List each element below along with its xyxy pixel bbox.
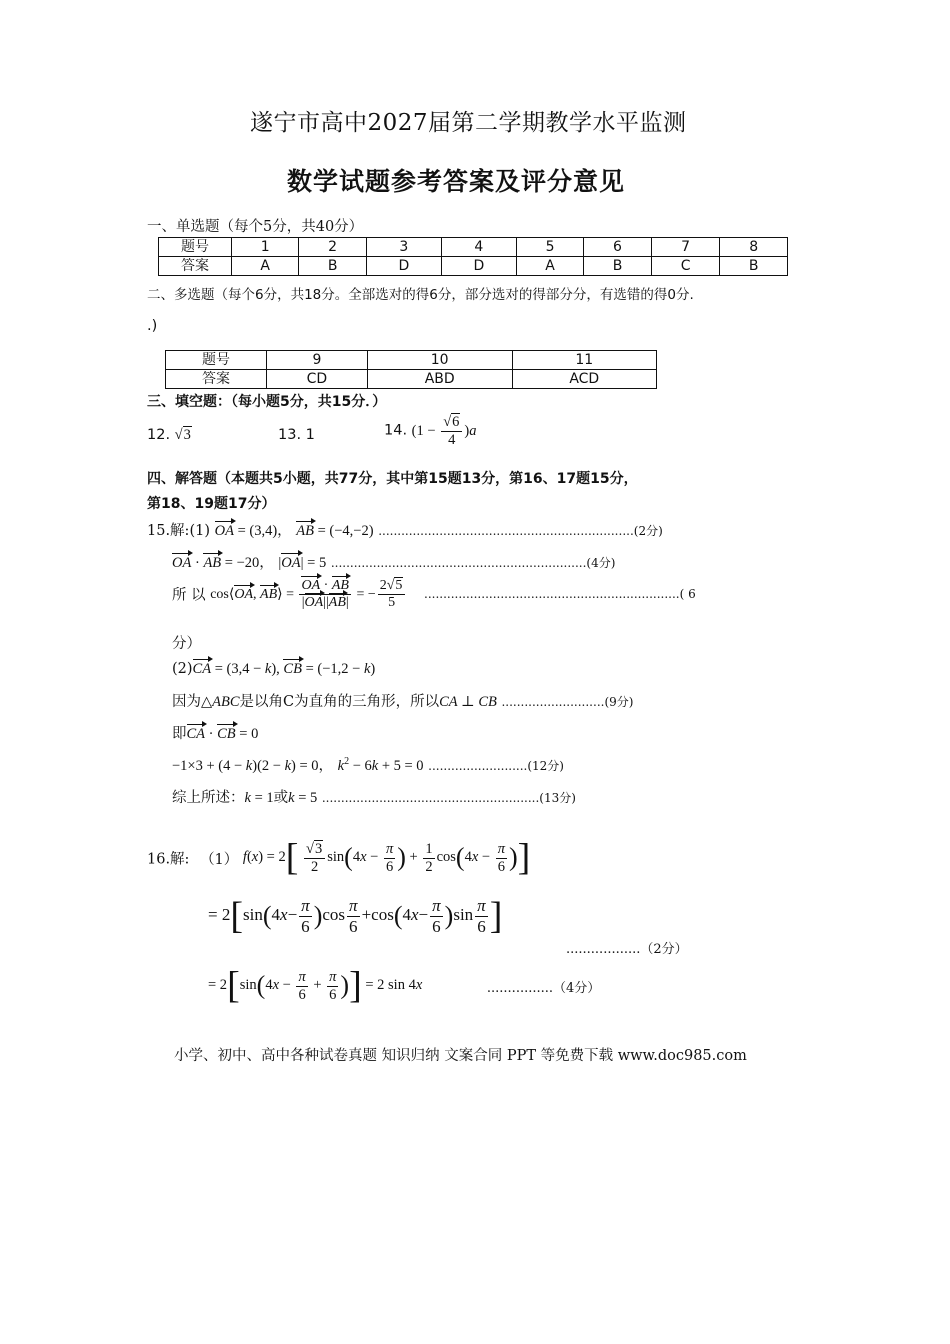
label-text: 综上所述： [172,790,245,806]
answer-cell: C [651,257,720,276]
answer-cell: ACD [512,370,656,389]
q15-part2-line3 [172,722,258,743]
formula: |OA| = 5 [278,555,327,571]
document-subtitle: 数学试题参考答案及评分意见 [287,167,626,196]
fill-blank-12 [147,427,192,444]
question-number: 14. [384,422,408,439]
question-label: 16.解: [147,851,190,868]
formula: $k^2 - 6k + 5 = 0$ [337,756,424,774]
q16-line3 [208,964,600,1008]
q16-line2 [208,894,502,938]
score-mark: .........................................................(13分) [321,791,576,805]
section2-heading-cont: .) [147,318,158,334]
section2-heading: 二、多选题（每个6分，共18分。全部选对的得6分，部分选对的得部分分，有选错的得0分. [147,287,694,303]
single-choice-answer-table [158,237,788,276]
q15-part2-line4: −1×3 + (4 − k)(2 − k) = 0， $k^2 - 6k + 5 = 0$ ..........................(12分) [172,756,564,774]
score-mark: ...................................................................(4分) [330,556,616,570]
score-mark: ...................................................................( 6 [424,586,696,601]
question-number-cell: 8 [720,238,788,257]
q15-part1-line2: OA · AB = −20， |OA| = 5 ...................................................................(4分) [172,555,616,571]
question-number-cell: 2 [299,238,367,257]
answer-cell: ABD [367,370,512,389]
table-row [166,351,657,370]
q15-part2-line5 [172,786,576,807]
formula: △ABC [201,694,240,710]
question-number-cell: 3 [366,238,441,257]
section4-heading-line2: 第18、19题17分） [147,496,276,512]
part-label: (2) [172,661,193,677]
fill-blank-14 [384,414,477,448]
score-mark: ...........................(9分) [501,695,634,709]
formula: OA = (3,4) [214,523,278,539]
question-number-cell: 5 [516,238,583,257]
section4-heading-line1: 四、解答题（本题共5小题，共77分，其中第15题13分，第16、17题15分， [147,471,638,487]
formula: cos⟨OA, AB⟩ = $\frac{OA \cdot AB}{|OA||AB|}$ = − $\frac{2√5}{5}$ [210,587,407,602]
formula: CA = (3,4 − k), CB = (−1,2 − k) [192,661,376,677]
formula: −1×3 + (4 − k)(2 − k) = 0 [172,758,319,774]
formula: k = 1或k = 5 [244,790,318,806]
answer-formula: √3 [174,427,191,443]
label-text: 因为 [172,694,201,710]
table-header-cell: 题号 [159,238,232,257]
formula: CA ⊥ CB [439,694,497,710]
q16-line1 [147,836,530,880]
part-label: （1） [200,851,239,868]
formula: AB = (−4,−2) [296,523,374,539]
q15-part1-line1: 15.解:(1) OA = (3,4)， AB = (−4,−2) ...................................................................(2分) [147,523,663,539]
question-number-cell: 6 [584,238,652,257]
question-number-cell: 4 [441,238,516,257]
question-label: 15.解: [147,523,190,539]
answer-cell: CD [267,370,368,389]
question-number-cell: 7 [651,238,720,257]
part-label: (1) [189,523,210,539]
answer-cell: A [232,257,299,276]
q15-score-cont: 分） [172,636,201,652]
label-text: 所 以 [172,587,206,604]
footer-text: 小学、初中、高中各种试卷真题 知识归纳 文案合同 PPT 等免费下载 www.doc985.com [174,1048,747,1064]
question-number-cell: 11 [512,351,656,370]
table-header-cell: 题号 [166,351,267,370]
table-row [166,370,657,389]
label-text: 即 [172,726,187,742]
label-text: 是以角C为直角的三角形，所以 [239,694,440,710]
q15-part1-line3 [172,578,696,611]
q15-part2-line1 [172,661,375,678]
answer-cell: B [299,257,367,276]
answer-cell: D [366,257,441,276]
formula: f(x) = 2[ $\frac{√3}{2}$ sin(4x − $\frac{\pi}{6}$ ) + $\frac{1}{2}$ cos(4x − $\frac{\pi}{6}$ )] [242,837,531,879]
answer-cell: B [584,257,652,276]
answer-formula: (1 − $\frac{√6}{4}$ )a [411,414,477,448]
question-number-cell: 9 [267,351,368,370]
question-number-cell: 10 [367,351,512,370]
answer-cell: A [516,257,583,276]
document-title: 遂宁市高中2027届第二学期教学水平监测 [250,110,687,136]
score-mark: ...................................................................(2分) [378,524,663,538]
q15-part2-line2 [172,690,633,711]
table-header-cell: 答案 [159,257,232,276]
section1-heading: 一、单选题（每个5分，共40分） [147,219,364,235]
answer-cell: D [441,257,516,276]
table-row [159,238,788,257]
q16-score1: ..................（2分） [566,942,688,957]
formula: OA · AB = −20 [172,555,260,571]
section3-heading: 三、填空题：（每小题5分，共15分．） [147,394,387,410]
score-mark: ................（4分） [486,980,601,996]
multiple-choice-answer-table [165,350,657,389]
question-number: 12. [147,427,171,443]
formula: CA · CB = 0 [186,726,259,742]
table-row [159,257,788,276]
formula: = 2[sin(4x − $\frac{\pi}{6}$ + $\frac{\pi}{6}$ )] = 2 sin 4x [208,965,423,1007]
score-mark: ..........................(12分) [428,759,564,773]
formula: = 2[sin(4x− $\frac{\pi}{6}$ )cos $\frac{\pi}{6}$ +cos(4x− $\frac{\pi}{6}$ )sin $\frac{\pi}{6}$ ] [208,895,503,937]
table-header-cell: 答案 [166,370,267,389]
fill-blank-13: 13. 1 [278,427,315,443]
question-number-cell: 1 [232,238,299,257]
answer-cell: B [720,257,788,276]
